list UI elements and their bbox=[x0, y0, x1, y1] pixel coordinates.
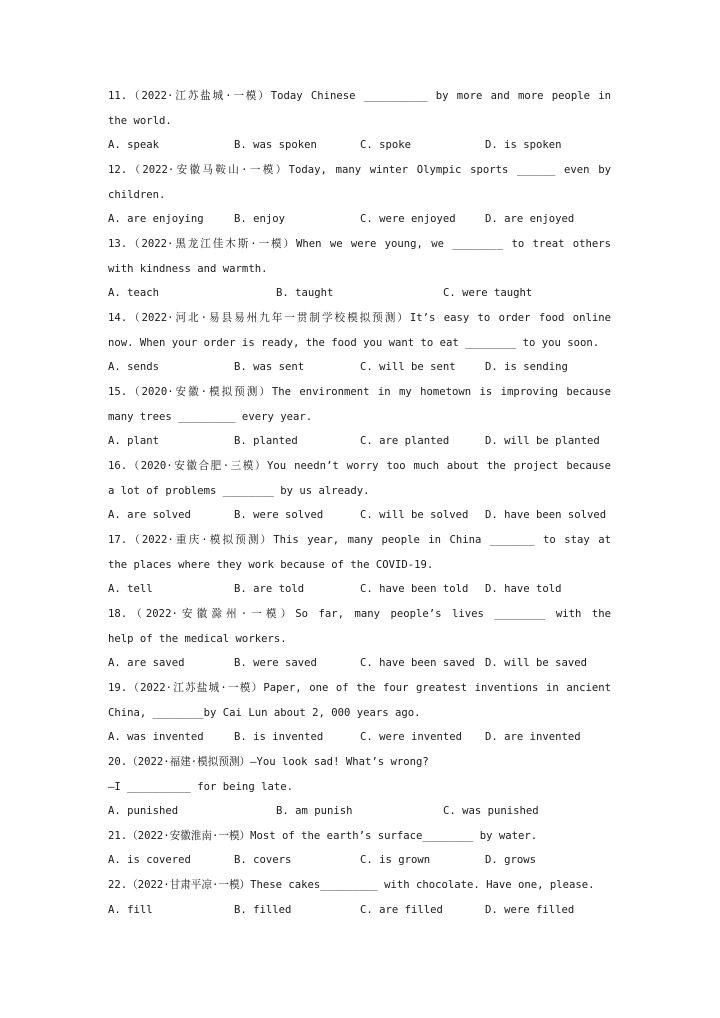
option-c: C. were enjoyed bbox=[360, 213, 456, 225]
option-b: B. planted bbox=[234, 435, 298, 447]
option-b: B. are told bbox=[234, 583, 305, 595]
option-a: A. is covered bbox=[108, 854, 191, 866]
option-c: C. spoke bbox=[360, 139, 412, 151]
option-a: A. are enjoying bbox=[108, 213, 204, 225]
question-stem-continuation: help of the medical workers. bbox=[108, 633, 287, 645]
option-d: D. will be planted bbox=[485, 435, 600, 447]
option-b: B. am punish bbox=[276, 805, 353, 817]
question-stem-continuation: a lot of problems ________ by us already. bbox=[108, 485, 370, 497]
option-a: A. are solved bbox=[108, 509, 191, 521]
option-b: B. taught bbox=[276, 287, 334, 299]
option-b: B. covers bbox=[234, 854, 292, 866]
question-stem-continuation: many trees _________ every year. bbox=[108, 411, 313, 423]
option-a: A. punished bbox=[108, 805, 179, 817]
option-b: B. was spoken bbox=[234, 139, 317, 151]
question-stem-continuation: China, ________by Cai Lun about 2, 000 years ago. bbox=[108, 707, 421, 719]
option-a: A. sends bbox=[108, 361, 160, 373]
option-d: D. is spoken bbox=[485, 139, 562, 151]
option-b: B. were saved bbox=[234, 657, 317, 669]
option-b: B. was sent bbox=[234, 361, 305, 373]
question-stem: 17.（2022·重庆·模拟预测）This year, many people in China _______ to stay at bbox=[108, 534, 611, 546]
option-c: C. is grown bbox=[360, 854, 431, 866]
option-a: A. teach bbox=[108, 287, 160, 299]
question-stem: 14.（2022·河北·易县易州九年一贯制学校模拟预测）It’s easy to order food online bbox=[108, 312, 611, 324]
question-stem: 19.（2022·江苏盐城·一模）Paper, one of the four greatest inventions in ancient bbox=[108, 682, 611, 694]
option-c: C. have been saved bbox=[360, 657, 475, 669]
option-b: B. filled bbox=[234, 904, 292, 916]
option-d: D. have told bbox=[485, 583, 562, 595]
question-stem: 13.（2022·黑龙江佳木斯·一模）When we were young, we ________ to treat others bbox=[108, 238, 611, 250]
option-c: C. will be sent bbox=[360, 361, 456, 373]
option-a: A. fill bbox=[108, 904, 153, 916]
question-stem: 11.（2022·江苏盐城·一模）Today Chinese __________ by more and more people in bbox=[108, 90, 611, 102]
option-d: D. will be saved bbox=[485, 657, 588, 669]
question-stem-continuation: now. When your order is ready, the food you want to eat ________ to you soon. bbox=[108, 337, 600, 349]
question-stem-continuation: —I __________ for being late. bbox=[108, 781, 293, 793]
question-stem: 20.（2022·福建·模拟预测）—You look sad! What’s wrong? bbox=[108, 756, 429, 768]
question-stem: 12.（2022·安徽马鞍山·一模）Today, many winter Olympic sports ______ even by bbox=[108, 164, 611, 176]
question-stem: 21.（2022·安徽淮南·一模）Most of the earth’s surface________ by water. bbox=[108, 830, 538, 842]
option-d: D. have been solved bbox=[485, 509, 607, 521]
option-c: C. were taught bbox=[443, 287, 533, 299]
option-d: D. were filled bbox=[485, 904, 575, 916]
option-d: D. grows bbox=[485, 854, 537, 866]
option-d: D. are enjoyed bbox=[485, 213, 575, 225]
question-stem: 15.（2020·安徽·模拟预测）The environment in my hometown is improving because bbox=[108, 386, 611, 398]
question-stem-continuation: the places where they work because of the COVID-19. bbox=[108, 559, 434, 571]
option-c: C. were invented bbox=[360, 731, 463, 743]
option-b: B. enjoy bbox=[234, 213, 286, 225]
option-c: C. will be solved bbox=[360, 509, 469, 521]
option-d: D. are invented bbox=[485, 731, 581, 743]
option-b: B. were solved bbox=[234, 509, 324, 521]
option-a: A. are saved bbox=[108, 657, 185, 669]
option-a: A. was invented bbox=[108, 731, 204, 743]
option-a: A. speak bbox=[108, 139, 160, 151]
question-stem-continuation: the world. bbox=[108, 115, 172, 127]
option-c: C. are filled bbox=[360, 904, 443, 916]
option-c: C. was punished bbox=[443, 805, 539, 817]
question-stem: 18.（2022·安徽滁州·一模）So far, many people’s lives ________ with the bbox=[108, 608, 611, 620]
question-stem: 16.（2020·安徽合肥·三模）You needn’t worry too much about the project because bbox=[108, 460, 611, 472]
option-a: A. plant bbox=[108, 435, 160, 447]
question-stem: 22.（2022·甘肃平凉·一模）These cakes_________ with chocolate. Have one, please. bbox=[108, 879, 595, 891]
question-stem-continuation: children. bbox=[108, 189, 166, 201]
option-c: C. are planted bbox=[360, 435, 450, 447]
question-stem-continuation: with kindness and warmth. bbox=[108, 263, 268, 275]
option-d: D. is sending bbox=[485, 361, 568, 373]
option-a: A. tell bbox=[108, 583, 153, 595]
option-c: C. have been told bbox=[360, 583, 469, 595]
option-b: B. is invented bbox=[234, 731, 324, 743]
